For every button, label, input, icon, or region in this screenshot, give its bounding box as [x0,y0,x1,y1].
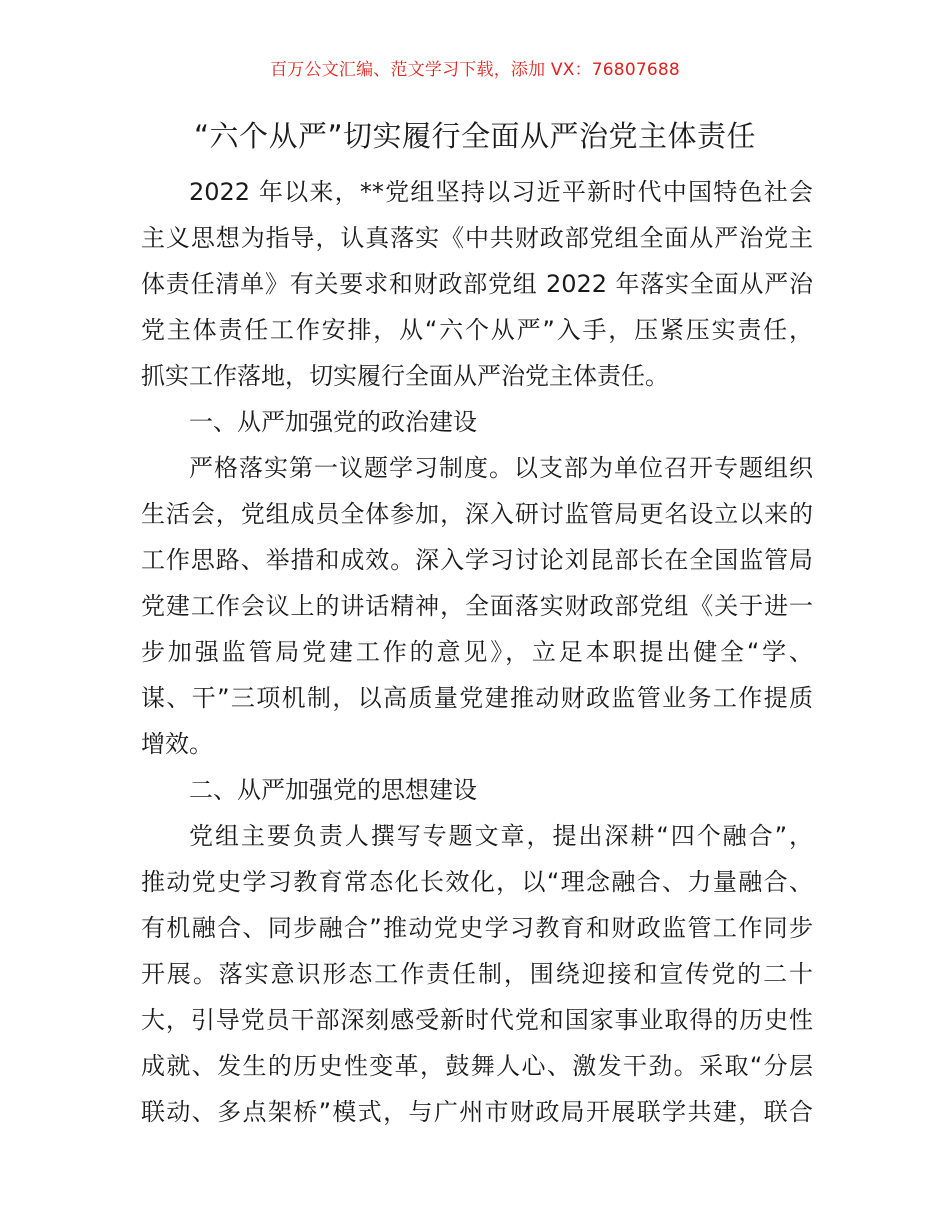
section-2-line-6: 成就、发生的历史性变革，鼓舞人心、激发干劲。采取“分层 [141,1052,813,1080]
section-2-line-3: 有机融合、同步融合”推动党史学习教育和财政监管工作同步 [141,914,813,942]
intro-line-3: 体责任清单》有关要求和财政部党组 2022 年落实全面从严治 [141,270,813,298]
section-1-line-2: 生活会，党组成员全体参加，深入研讨监管局更名设立以来的 [141,500,813,528]
section-1-line-4: 党建工作会议上的讲话精神，全面落实财政部党组《关于进一 [141,592,813,620]
section-2-line-4: 开展。落实意识形态工作责任制，围绕迎接和宣传党的二十 [141,960,813,988]
section-2-heading: 二、从严加强党的思想建设 [189,776,477,804]
intro-line-2: 主义思想为指导，认真落实《中共财政部党组全面从严治党主 [141,224,813,252]
intro-line-1: 2022 年以来，**党组坚持以习近平新时代中国特色社会 [189,178,813,206]
section-1-line-3: 工作思路、举措和成效。深入学习讨论刘昆部长在全国监管局 [141,546,813,574]
section-2-line-1: 党组主要负责人撰写专题文章，提出深耕“四个融合”， [189,822,813,850]
section-2-line-5: 大，引导党员干部深刻感受新时代党和国家事业取得的历史性 [141,1006,813,1034]
section-1-line-6: 谋、干”三项机制，以高质量党建推动财政监管业务工作提质 [141,684,813,712]
document-title: “六个从严”切实履行全面从严治党主体责任 [193,119,757,153]
intro-line-4: 党主体责任工作安排，从“六个从严”入手，压紧压实责任， [141,316,813,344]
section-1-line-1: 严格落实第一议题学习制度。以支部为单位召开专题组织 [189,454,813,482]
section-2-line-7: 联动、多点架桥”模式，与广州市财政局开展联学共建，联合 [141,1098,813,1126]
section-1-line-7: 增效。 [141,730,213,758]
intro-line-5: 抓实工作落地，切实履行全面从严治党主体责任。 [141,362,669,390]
document-body [141,172,813,1138]
section-2-line-2: 推动党史学习教育常态化长效化，以“理念融合、力量融合、 [141,868,813,896]
section-1-line-5: 步加强监管局党建工作的意见》，立足本职提出健全“学、 [141,638,813,666]
header-banner: 百万公文汇编、范文学习下载，添加 VX：76807688 [270,60,680,80]
section-1-heading: 一、从严加强党的政治建设 [189,408,477,436]
